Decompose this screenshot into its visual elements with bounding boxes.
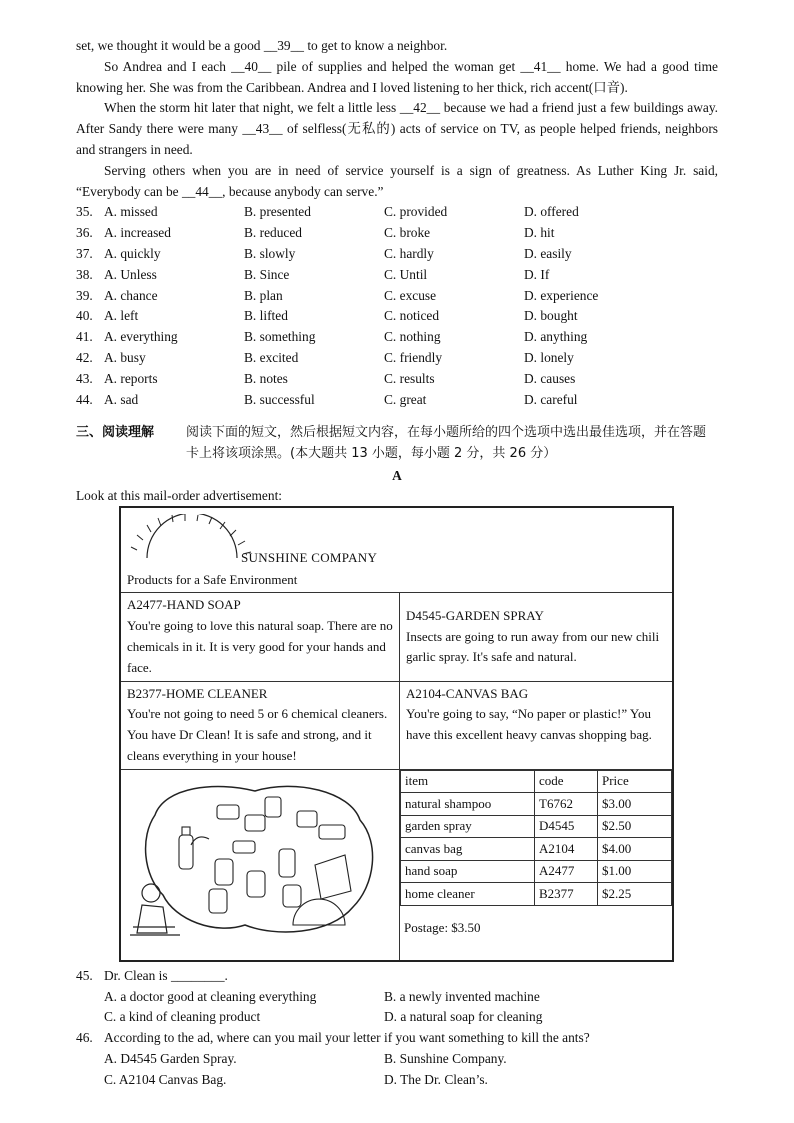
question-number: 39.	[76, 287, 93, 303]
option-a: A. missed	[104, 204, 158, 220]
question-number: 41.	[76, 329, 93, 345]
item-cell: canvas bag	[401, 838, 535, 861]
price-table	[400, 770, 672, 906]
products-illustration	[125, 775, 383, 947]
option-row	[76, 244, 718, 265]
part-label: A	[392, 468, 402, 484]
table-row	[401, 860, 672, 883]
option-row	[76, 1049, 718, 1070]
question-number: 44.	[76, 391, 93, 407]
option-row	[76, 286, 718, 307]
question-number: 37.	[76, 245, 93, 261]
questions	[76, 966, 718, 1091]
option-d: D. causes	[524, 370, 576, 386]
section-instruction: 阅读下面的短文，然后根据短文内容，在每小题所给的四个选项中选出最佳选项，并在答题卡上将该项涂黑。(本大题共 13 小题，每小题 2 分，共 26 分）	[186, 425, 707, 462]
option-a: A. D4545 Garden Spray.	[104, 1050, 237, 1066]
question-number: 46.	[76, 1030, 93, 1046]
option-c: C. broke	[384, 225, 431, 241]
option-d: D. offered	[524, 204, 579, 220]
cloze-options	[76, 202, 718, 410]
code-cell: T6762	[535, 793, 598, 816]
passage-intro: Look at this mail-order advertisement:	[76, 488, 283, 504]
item-cell: natural shampoo	[401, 793, 535, 816]
option-row	[76, 348, 718, 369]
question-number: 42.	[76, 349, 93, 365]
sun-icon	[127, 514, 257, 562]
section-header	[76, 422, 718, 464]
option-c: C. A2104 Canvas Bag.	[104, 1071, 227, 1087]
item-cell: garden spray	[401, 815, 535, 838]
table-row	[401, 838, 672, 861]
option-d: D. anything	[524, 329, 588, 345]
company-name: SUNSHINE COMPANY	[241, 550, 378, 566]
option-b: B. notes	[244, 370, 288, 386]
product-cell	[400, 681, 674, 769]
option-b: B. excited	[244, 349, 299, 365]
option-c: C. hardly	[384, 245, 434, 261]
question-text: Dr. Clean is ________.	[104, 967, 228, 983]
option-d: D. a natural soap for cleaning	[384, 1009, 543, 1025]
price-cell: $2.50	[598, 815, 672, 838]
option-row	[76, 306, 718, 327]
passage-paragraph: When the storm hit later that night, we felt a little less __42__ because we had a friend just a few buildings away. After Sandy there were many __43__ of selfless(无私的) acts of service on TV, as people helped friends, neighbors and strangers in need.	[76, 100, 718, 157]
ad-header	[120, 507, 673, 593]
option-a: A. reports	[104, 370, 158, 386]
option-a: A. increased	[104, 225, 171, 241]
option-d: D. If	[524, 266, 550, 282]
person-figure	[130, 884, 180, 935]
option-d: D. lonely	[524, 349, 574, 365]
section-title: 三、阅读理解	[76, 425, 155, 441]
passage-line: set, we thought it would be a good __39__ to get to know a neighbor.	[76, 38, 448, 53]
option-c: C. results	[384, 370, 435, 386]
price-list-cell	[400, 769, 674, 961]
option-row	[76, 369, 718, 390]
option-d: D. hit	[524, 225, 555, 241]
question-stem	[76, 1028, 718, 1049]
option-a: A. quickly	[104, 245, 161, 261]
question-number: 40.	[76, 308, 93, 324]
option-a: A. left	[104, 308, 139, 324]
product-title: B2377-HOME CLEANER	[127, 685, 268, 701]
price-cell: $2.25	[598, 883, 672, 906]
table-row	[401, 883, 672, 906]
option-b: B. lifted	[244, 308, 288, 324]
option-b: B. slowly	[244, 245, 296, 261]
option-b: B. presented	[244, 204, 311, 220]
option-b: B. successful	[244, 391, 315, 407]
code-cell: B2377	[535, 883, 598, 906]
passage-paragraph: Serving others when you are in need of service yourself is a sign of greatness. As Luther King Jr. said, “Everybody can be __44__, because anybody can serve.”	[76, 162, 718, 199]
price-cell: $3.00	[598, 793, 672, 816]
option-b: B. Since	[244, 266, 290, 282]
option-c: C. a kind of cleaning product	[104, 1009, 261, 1025]
option-a: A. a doctor good at cleaning everything	[104, 988, 317, 1004]
option-d: D. bought	[524, 308, 578, 324]
option-row	[76, 265, 718, 286]
option-a: A. everything	[104, 329, 178, 345]
option-c: C. friendly	[384, 349, 443, 365]
option-b: B. a newly invented machine	[384, 988, 540, 1004]
option-c: C. Until	[384, 266, 428, 282]
product-title: A2477-HAND SOAP	[127, 597, 241, 613]
option-a: A. chance	[104, 287, 158, 303]
option-a: A. Unless	[104, 266, 157, 282]
question-number: 43.	[76, 370, 93, 386]
question-stem	[76, 966, 718, 987]
product-title: A2104-CANVAS BAG	[406, 685, 529, 701]
option-c: C. provided	[384, 204, 448, 220]
product-description: You're not going to need 5 or 6 chemical cleaners. You have Dr Clean! It is safe and strong, and it cleans everything in your house!	[127, 706, 388, 763]
option-c: C. great	[384, 391, 427, 407]
illustration-cell	[120, 769, 400, 961]
column-header: Price	[598, 770, 672, 793]
item-cell: home cleaner	[401, 883, 535, 906]
exam-page	[76, 36, 718, 1091]
column-header: item	[401, 770, 535, 793]
option-b: B. Sunshine Company.	[384, 1050, 507, 1066]
option-row	[76, 1007, 718, 1028]
item-cell: hand soap	[401, 860, 535, 883]
option-d: D. easily	[524, 245, 572, 261]
price-cell: $4.00	[598, 838, 672, 861]
table-row	[401, 815, 672, 838]
passage-paragraph: So Andrea and I each __40__ pile of supplies and helped the woman get __41__ home. We had a good time knowing her. She was from the Caribbean. Andrea and I loved listening to her thick, rich accent(口音).	[76, 58, 718, 95]
code-cell: A2477	[535, 860, 598, 883]
product-cell	[400, 593, 674, 681]
option-a: A. sad	[104, 391, 139, 407]
product-title: D4545-GARDEN SPRAY	[406, 607, 544, 623]
option-row	[76, 327, 718, 348]
option-row	[76, 987, 718, 1008]
option-row	[76, 223, 718, 244]
option-d: D. The Dr. Clean’s.	[384, 1071, 488, 1087]
advertisement	[119, 506, 674, 961]
product-description: You're going to love this natural soap. There are no chemicals in it. It is very good for your hands and face.	[127, 618, 393, 675]
option-a: A. busy	[104, 349, 146, 365]
postage-note: Postage: $3.50	[404, 919, 481, 935]
table-header	[401, 770, 672, 793]
option-row	[76, 202, 718, 223]
question-text: According to the ad, where can you mail your letter if you want something to kill the ants?	[104, 1030, 590, 1046]
product-description: Insects are going to run away from our new chili garlic spray. It's safe and natural.	[406, 628, 660, 665]
price-cell: $1.00	[598, 860, 672, 883]
option-b: B. reduced	[244, 225, 303, 241]
column-header: code	[535, 770, 598, 793]
option-c: C. noticed	[384, 308, 440, 324]
option-row	[76, 390, 718, 411]
product-cell	[120, 681, 400, 769]
question-number: 36.	[76, 225, 93, 241]
code-cell: D4545	[535, 815, 598, 838]
option-c: C. excuse	[384, 287, 437, 303]
question-number: 45.	[76, 967, 93, 983]
option-row	[76, 1070, 718, 1091]
option-d: D. experience	[524, 287, 599, 303]
product-description: You're going to say, “No paper or plastic!” You have this excellent heavy canvas shopping bag.	[406, 706, 652, 743]
table-row	[401, 793, 672, 816]
question-number: 35.	[76, 204, 93, 220]
company-slogan: Products for a Safe Environment	[127, 572, 298, 588]
option-b: B. plan	[244, 287, 283, 303]
option-c: C. nothing	[384, 329, 441, 345]
code-cell: A2104	[535, 838, 598, 861]
option-d: D. careful	[524, 391, 578, 407]
product-cell	[120, 593, 400, 681]
question-number: 38.	[76, 266, 93, 282]
option-b: B. something	[244, 329, 316, 345]
